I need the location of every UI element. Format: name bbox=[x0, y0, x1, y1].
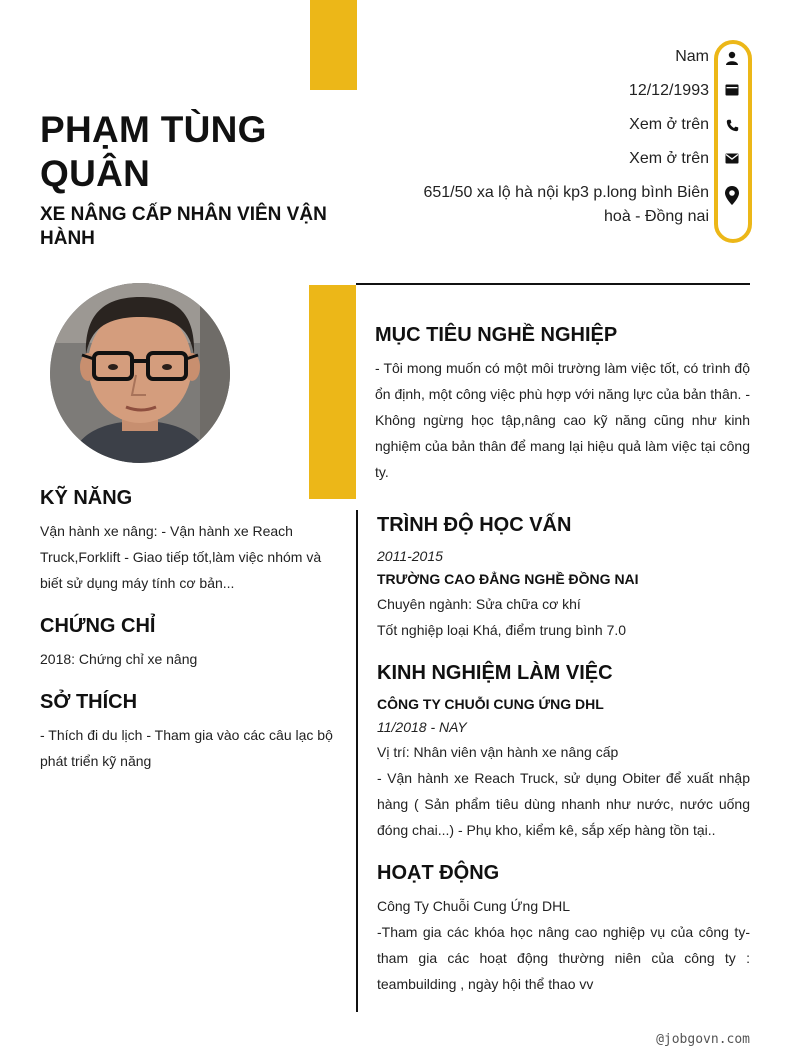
accent-bar-top bbox=[310, 0, 357, 90]
hobbies-text: - Thích đi du lịch - Tham gia vào các câu lạc bộ phát triển kỹ năng bbox=[40, 727, 333, 769]
activities-description: -Tham gia các khóa học nâng cao nghiệp vụ của công ty- tham gia các hoạt động thường niên của công ty : teambuilding , ngày hội thể thao vv bbox=[377, 924, 750, 992]
skills-title: KỸ NĂNG bbox=[40, 487, 133, 509]
avatar bbox=[50, 283, 230, 463]
contact-phone: Xem ở trên bbox=[629, 116, 709, 133]
person-icon bbox=[722, 48, 742, 68]
education-school: TRƯỜNG CAO ĐẲNG NGHỀ ĐỒNG NAI bbox=[377, 571, 639, 587]
contact-address: 651/50 xa lộ hà nội kp3 p.long bình Biên hoà - Đồng nai bbox=[423, 184, 709, 225]
section-divider-top bbox=[356, 283, 750, 285]
education-major: Chuyên ngành: Sửa chữa cơ khí bbox=[377, 596, 581, 612]
experience-role: Vị trí: Nhân viên vận hành xe nâng cấp bbox=[377, 744, 619, 760]
location-pin-icon bbox=[722, 185, 742, 205]
skills-text: Vận hành xe nâng: - Vận hành xe Reach Truck,Forklift - Giao tiếp tốt,làm việc nhóm và biết sử dụng máy tính cơ bản... bbox=[40, 523, 322, 591]
hobbies-title: SỞ THÍCH bbox=[40, 691, 138, 713]
candidate-name: PHẠM TÙNG QUÂN bbox=[40, 109, 267, 194]
phone-icon bbox=[722, 115, 742, 135]
education-period: 2011-2015 bbox=[377, 548, 443, 564]
column-divider bbox=[356, 510, 358, 1012]
mail-icon bbox=[722, 148, 742, 168]
contact-dob: 12/12/1993 bbox=[628, 82, 709, 99]
accent-bar-middle bbox=[309, 285, 356, 499]
contact-gender: Nam bbox=[675, 48, 709, 65]
experience-title: KINH NGHIỆM LÀM VIỆC bbox=[377, 662, 613, 684]
contact-icon-frame bbox=[714, 40, 752, 243]
education-title: TRÌNH ĐỘ HỌC VẤN bbox=[377, 514, 572, 536]
experience-period: 11/2018 - NAY bbox=[377, 719, 467, 735]
objective-title: MỤC TIÊU NGHỀ NGHIỆP bbox=[375, 324, 618, 346]
activities-organization: Công Ty Chuỗi Cung Ứng DHL bbox=[377, 898, 571, 914]
activities-title: HOẠT ĐỘNG bbox=[377, 862, 500, 884]
certificates-text: 2018: Chứng chỉ xe nâng bbox=[40, 651, 198, 667]
education-graduation: Tốt nghiệp loại Khá, điểm trung bình 7.0 bbox=[377, 622, 627, 638]
candidate-position: XE NÂNG CẤP NHÂN VIÊN VẬN HÀNH bbox=[40, 204, 327, 249]
experience-description: - Vận hành xe Reach Truck, sử dụng Obiter để xuất nhập hàng ( Sản phẩm tiêu dùng nhanh như nước, nước uống đóng chai...) - Phụ kho, kiểm kê, sắp xếp hàng tồn tại.. bbox=[377, 770, 750, 838]
certificates-title: CHỨNG CHỈ bbox=[40, 615, 156, 637]
footer-watermark: @jobgovn.com bbox=[656, 1032, 750, 1047]
calendar-icon bbox=[722, 80, 742, 100]
experience-company: CÔNG TY CHUỖI CUNG ỨNG DHL bbox=[377, 696, 604, 712]
objective-text: - Tôi mong muốn có một môi trường làm việc tốt, có trình độ ổn định, một công việc phù hợp với năng lực của bản thân. - Không ngừng học tập,nâng cao kỹ năng cũng như kinh nghiệm của bản thân để mang lại hiệu quả làm việc tại công ty. bbox=[375, 360, 750, 480]
contact-email: Xem ở trên bbox=[629, 150, 709, 167]
